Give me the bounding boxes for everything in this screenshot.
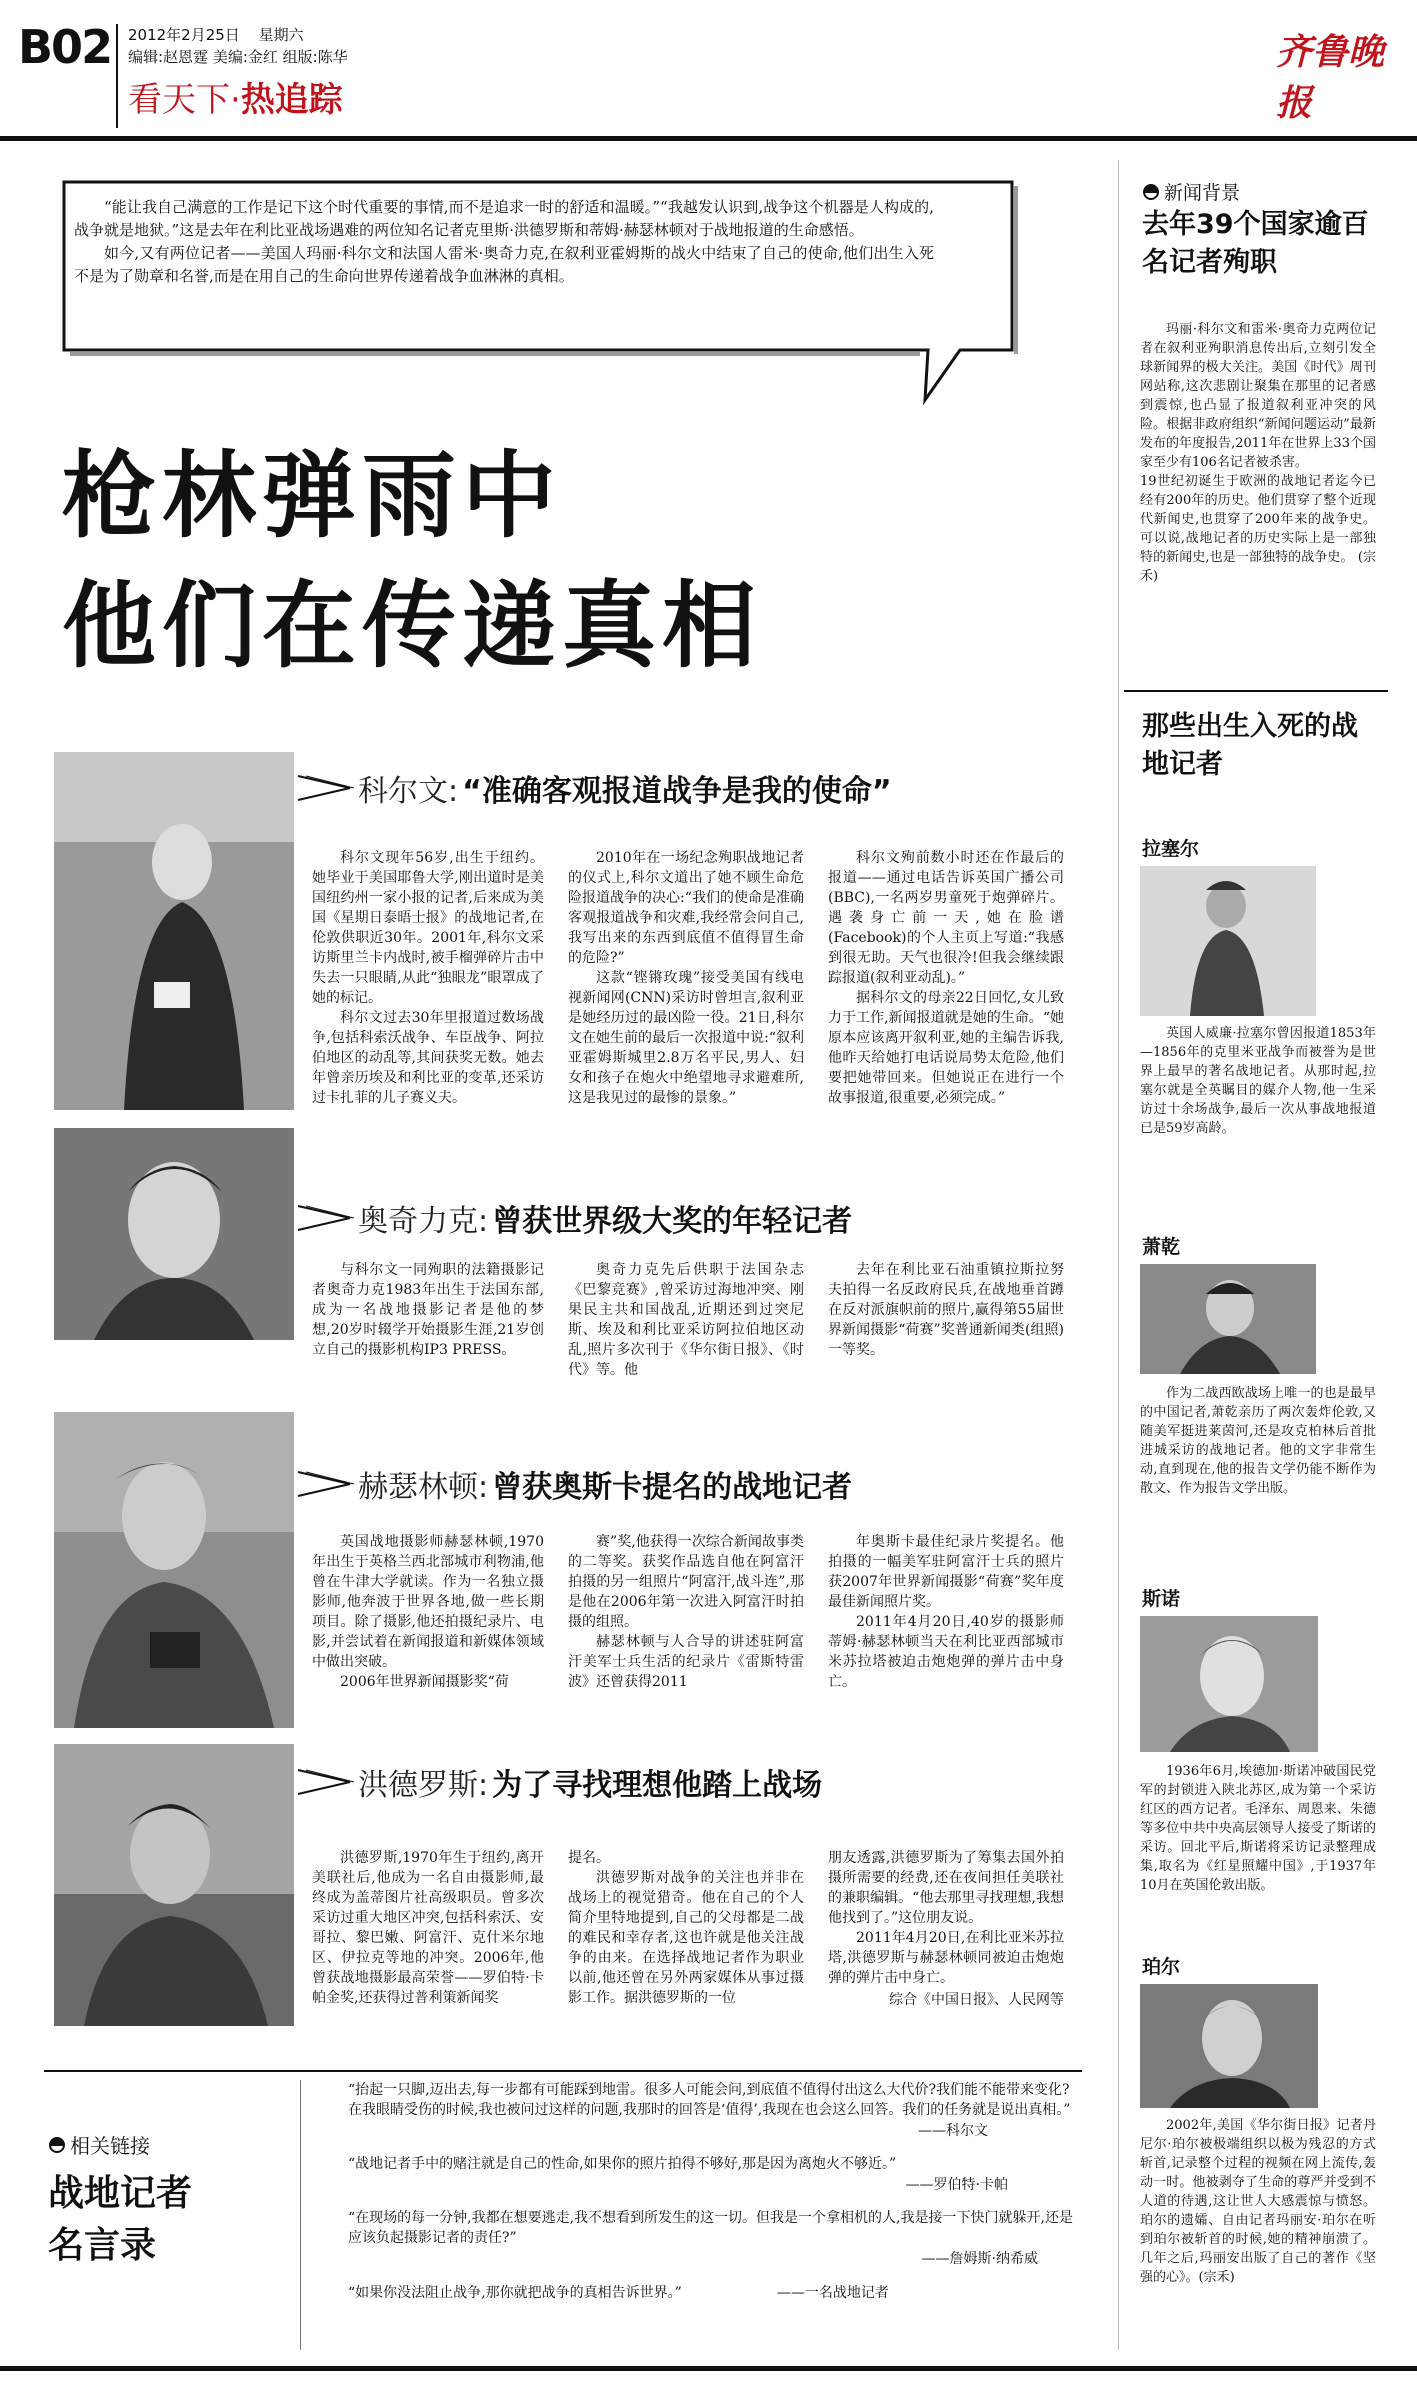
- photo-colvin: [54, 752, 294, 1110]
- quotes-label: [48, 2130, 150, 2159]
- paragraph: 2006年世界新闻摄影奖“荷: [340, 1674, 509, 1690]
- sidebar-signature: (宗禾): [1140, 550, 1376, 584]
- person-text: 作为二战西欧战场上唯一的也是最早的中国记者,萧乾亲历了两次轰炸伦敦,又随美军挺进莱茵河,还是攻克柏林后首批进城采访的战地记者。他的文字非常生动,直到现在,他的报告文学仍能不断作为散文、作为报告文学出版。: [1140, 1386, 1376, 1496]
- headline-line-1: 枪林弹雨中: [62, 442, 563, 551]
- paragraph: 洪德罗斯,1970年生于纽约,离开美联社后,他成为一名自由摄影师,最终成为盖蒂图片社高级职员。曾多次采访过重大地区冲突,包括科索沃、安哥拉、黎巴嫩、阿富汗、克什米尔地区、伊拉克等地的冲突。2006年,他曾获战地摄影最高荣誉——罗伯特·卡帕金奖,还获得过普利策新闻奖: [312, 1850, 544, 2006]
- person-text: 1936年6月,埃德加·斯诺冲破国民党军的封锁进入陕北苏区,成为第一个采访红区的西方记者。毛泽东、周恩来、朱德等多位中共中央高层领导人接受了斯诺的采访。回北平后,斯诺将采访记录整理成集,取名为《红星照耀中国》,于1937年10月在英国伦敦出版。: [1140, 1764, 1376, 1893]
- quotes-heading-line-1: 战地记者: [48, 2173, 193, 2214]
- section-title: [128, 78, 343, 122]
- hetherington-column-3: [828, 1532, 1064, 1692]
- bullet-icon: [1142, 183, 1160, 201]
- header-rule: [0, 136, 1417, 141]
- paragraph: 2010年在一场纪念殉职战地记者的仪式上,科尔文道出了她不顾生命危险报道战争的决心:“我们的使命是准确客观报道战争和灾难,我经常会问自己,我写出来的东西到底值不值得冒生命的危险?”: [568, 850, 804, 966]
- sidebar-heading-2: 那些出生入死的战地记者: [1142, 711, 1358, 780]
- ochlik-column-1: [312, 1260, 544, 1360]
- hondros-column-1: [312, 1848, 544, 2008]
- paragraph: 朋友透露,洪德罗斯为了筹集去国外拍摄所需要的经费,还在夜间担任美联社的兼职编辑。“他去那里寻找理想,我想他找到了。”这位朋友说。: [828, 1850, 1064, 1926]
- hondros-column-2: [568, 1848, 804, 2008]
- paragraph: 与科尔文一同殉职的法籍摄影记者奥奇力克1983年出生于法国东部,成为一名战地摄影记者是他的梦想,20岁时辍学开始摄影生涯,21岁创立自己的摄影机构IP3 PRESS。: [312, 1262, 544, 1358]
- quotes-list: [348, 2080, 1078, 2303]
- sidebar-divider: [1124, 690, 1388, 692]
- paragraph: 2011年4月20日,在利比亚米苏拉塔,洪德罗斯与赫瑟林顿同被迫击炮炮弹的弹片击中身亡。: [828, 1930, 1064, 1986]
- section-name: 奥奇力克:: [358, 1204, 489, 1239]
- ochlik-column-2: [568, 1260, 804, 1380]
- paragraph: 洪德罗斯对战争的关注也并非在战场上的视觉猎奇。他在自己的个人简介里特地提到,自己的父母都是二战的难民和幸存者,这也许就是他关注战争的由来。在选择战地记者作为职业以前,他还曾在另外两家媒体从事过摄影工作。据洪德罗斯的一位: [568, 1870, 804, 2006]
- quote-text: “战地记者手中的赌注就是自己的性命,如果你的照片拍得不够好,那是因为离炮火不够近。”: [348, 2156, 897, 2172]
- person-name: 珀尔: [1142, 1956, 1181, 1978]
- colvin-column-1: [312, 848, 544, 1108]
- person-text: 英国人威廉·拉塞尔曾因报道1853年—1856年的克里米亚战争而被誉为是世界上最早的著名战地记者。从那时起,拉塞尔就是全英瞩目的媒介人物,他一生采访过十余场战争,最后一次从事战地报道已是59岁高龄。: [1140, 1026, 1376, 1136]
- issue-date: 2012年2月25日: [128, 26, 240, 44]
- source-credit: 综合《中国日报》、人民网等: [889, 1992, 1064, 2008]
- quote-text: “抬起一只脚,迈出去,每一步都有可能踩到地雷。很多人可能会问,到底值不值得付出这么大代价?我们能不能带来变化?在我眼睛受伤的时候,我也被问过这样的问题,我那时的回答是‘值得’,我现在也会这么回答。我们的任务就是说出真相。”: [348, 2082, 1071, 2118]
- paragraph: 奥奇力克先后供职于法国杂志《巴黎竞赛》,曾采访过海地冲突、刚果民主共和国战乱,近期还到过突尼斯、埃及和利比亚采访阿拉伯地区动乱,照片多次刊于《华尔街日报》、《时代》等。他: [568, 1262, 804, 1378]
- person-text: [1140, 2116, 1376, 2287]
- photo-hondros: [54, 1744, 294, 2026]
- intro-paragraph-2: 如今,又有两位记者——美国人玛丽·科尔文和法国人雷米·奥奇力克,在叙利亚霍姆斯的战火中结束了自己的使命,他们出生入死不是为了勋章和名誉,而是在用自己的生命向世界传递着战争血淋淋的真相。: [74, 244, 934, 285]
- issue-weekday: 星期六: [258, 26, 304, 44]
- quote-item: [348, 2208, 1078, 2268]
- sidebar-signature: (宗禾): [1198, 2270, 1235, 2285]
- quote-text: “如果你没法阻止战争,那你就把战争的真相告诉世界。”: [348, 2285, 682, 2301]
- colvin-column-2: [568, 848, 804, 1108]
- person-text-body: 2002年,美国《华尔街日报》记者丹尼尔·珀尔被极端组织以极为残忍的方式斩首,记录整个过程的视频在网上流传,轰动一时。他被剥夺了生命的尊严并受到不人道的待遇,这让世人大感震惊与愤怒。珀尔的遗孀、自由记者玛丽安·珀尔在听到珀尔被斩首的时候,她的精神崩溃了。几年之后,玛丽安出版了自己的著作《坚强的心》。: [1140, 2118, 1376, 2285]
- section-title-bold: 热追踪: [240, 80, 343, 120]
- section-hondros-header: [296, 1760, 822, 1804]
- photo-snow: [1140, 1616, 1318, 1752]
- quote-author: ——一名战地记者: [776, 2285, 889, 2301]
- person-name: 萧乾: [1142, 1236, 1181, 1258]
- paragraph: 提名。: [568, 1850, 610, 1866]
- photo-russell: [1140, 866, 1316, 1016]
- sidebar-paragraph-1: 玛丽·科尔文和雷米·奥奇力克两位记者在叙利亚殉职消息传出后,立刻引发全球新闻界的极大关注。美国《时代》周刊网站称,这次悲剧让聚集在那里的记者感到震惊,也凸显了报道叙利亚冲突的风险。根据非政府组织“新闻问题运动”最新发布的年度报告,2011年在世界上33个国家至少有106名记者被杀害。: [1140, 322, 1376, 470]
- intro-paragraph-1: “能让我自己满意的工作是记下这个时代重要的事情,而不是追求一时的舒适和温暖。”“我越发认识到,战争这个机器是人构成的,战争就是地狱。”这是去年在利比亚战场遇难的两位知名记者克里斯·洪德罗斯和蒂姆·赫瑟林顿对于战地报道的生命感悟。: [74, 198, 934, 239]
- section-hetherington-header: [296, 1462, 852, 1506]
- hetherington-column-1: [312, 1532, 544, 1692]
- photo-ochlik: [54, 1128, 294, 1340]
- photo-pearl: [1140, 1984, 1318, 2108]
- quotes-heading: [48, 2168, 192, 2272]
- quote-item: [348, 2080, 1078, 2140]
- person-name: 斯诺: [1142, 1588, 1181, 1610]
- paragraph: 科尔文现年56岁,出生于纽约。她毕业于美国耶鲁大学,刚出道时是美国纽约州一家小报的记者,后来成为美国《星期日泰晤士报》的战地记者,在伦敦供职近30年。2001年,科尔文采访斯里兰卡内战时,被手榴弹碎片击中失去一只眼睛,从此“独眼龙”眼罩成了她的标记。: [312, 850, 544, 1006]
- sidebar-label: [1142, 178, 1240, 205]
- paragraph: 去年在利比亚石油重镇拉斯拉努夫拍得一名反政府民兵,在战地垂首蹲在反对派旗帜前的照片,赢得第55届世界新闻摄影“荷赛”奖普通新闻类(组照)一等奖。: [828, 1262, 1064, 1358]
- paragraph: 赛”奖,他获得一次综合新闻故事类的二等奖。获奖作品选自他在阿富汗拍摄的另一组照片“阿富汗,战斗连”,那是他在2006年第一次进入阿富汗时拍摄的组照。: [568, 1534, 804, 1630]
- paragraph: 科尔文殉前数小时还在作最后的报道——通过电话告诉英国广播公司(BBC),一名两岁男童死于炮弹碎片。遇袭身亡前一天,她在脸谱(Facebook)的个人主页上写道:“我感到很无助。天气也很冷!但我会继续跟踪报道(叙利亚动乱)。”: [828, 850, 1064, 986]
- section-title-plain: 看天下·: [128, 80, 241, 120]
- section-colvin-header: [296, 766, 892, 810]
- sidebar-paragraph-2: 19世纪初诞生于欧洲的战地记者迄今已经有200年的历史。他们贯穿了整个近现代新闻史,也贯穿了200年来的战争史。可以说,战地记者的历史实际上是一部独特的新闻史,也是一部独特的战争史。: [1140, 474, 1376, 565]
- sidebar-left-rule: [1118, 160, 1119, 2350]
- section-title: 为了寻找理想他踏上战场: [492, 1768, 823, 1803]
- photo-xiao-qian: [1140, 1264, 1316, 1374]
- footer-rule: [0, 2366, 1417, 2371]
- chevron-right-icon: [296, 772, 354, 804]
- paragraph: 2011年4月20日,40岁的摄影师蒂姆·赫瑟林顿当天在利比亚西部城市米苏拉塔被迫击炮炮弹的弹片击中身亡。: [828, 1614, 1064, 1690]
- paragraph: 赫瑟林顿与人合导的讲述驻阿富汗美军士兵生活的纪录片《雷斯特雷波》还曾获得2011: [568, 1634, 804, 1690]
- paragraph: 年奥斯卡最佳纪录片奖提名。他拍摄的一幅美军驻阿富汗士兵的照片获2007年世界新闻摄影“荷赛”奖年度最佳新闻照片奖。: [828, 1534, 1064, 1610]
- paragraph: 这款“铿锵玫瑰”接受美国有线电视新闻网(CNN)采访时曾坦言,叙利亚是她经历过的最凶险一役。21日,科尔文在她生前的最后一次报道中说:“叙利亚霍姆斯城里2.8万名平民,男人、妇女和孩子在炮火中绝望地寻求避难所,这是我见过的最惨的景象。”: [568, 970, 804, 1106]
- quote-author: ——詹姆斯·纳希威: [921, 2251, 1038, 2267]
- quote-item: [348, 2154, 1078, 2194]
- paragraph: 科尔文过去30年里报道过数场战争,包括科索沃战争、车臣战争、阿拉伯地区的动乱等,其间获奖无数。她去年曾亲历埃及和利比亚的变革,还采访过卡扎菲的儿子赛义夫。: [312, 1010, 544, 1106]
- headline-line-2: 他们在传递真相: [62, 572, 763, 681]
- hondros-column-3: [828, 1848, 1064, 2010]
- sidebar-label-text: 新闻背景: [1164, 182, 1241, 204]
- colvin-column-3: [828, 848, 1064, 1108]
- editor-credits: 编辑:赵恩霆 美编:金红 组版:陈华: [128, 48, 348, 66]
- section-title: “准确客观报道战争是我的使命”: [462, 774, 892, 809]
- sidebar-text: [1140, 320, 1376, 586]
- quotes-label-text: 相关链接: [70, 2134, 150, 2158]
- chevron-right-icon: [296, 1468, 354, 1500]
- bullet-icon: [48, 2136, 66, 2154]
- header-meta: [128, 24, 348, 68]
- photo-hetherington: [54, 1412, 294, 1728]
- chevron-right-icon: [296, 1202, 354, 1234]
- quote-author: ——罗伯特·卡帕: [905, 2177, 1008, 2193]
- intro-text: [74, 196, 934, 288]
- section-name: 洪德罗斯:: [358, 1768, 489, 1803]
- person-name: 拉塞尔: [1142, 838, 1200, 860]
- quote-text: “在现场的每一分钟,我都在想要逃走,我不想看到所发生的这一切。但我是一个拿相机的人,我是接一下快门就躲开,还是应该负起摄影记者的责任?”: [348, 2210, 1073, 2246]
- quote-author: ——科尔文: [918, 2123, 988, 2139]
- sidebar-heading: 去年39个国家逾百名记者殉职: [1142, 209, 1369, 278]
- quotes-top-rule: [44, 2070, 1082, 2072]
- section-ochlik-header: [296, 1196, 852, 1240]
- quotes-heading-line-2: 名言录: [48, 2225, 157, 2266]
- paragraph: 据科尔文的母亲22日回忆,女儿致力于工作,新闻报道就是她的生命。“她原本应该离开叙利亚,她的主编告诉我,他昨天给她打电话说局势太危险,他们要把她带回来。但她说正在进行一个故事报道,很重要,必须完成。”: [828, 990, 1064, 1106]
- section-title: 曾获奥斯卡提名的战地记者: [492, 1470, 853, 1505]
- header-divider: [116, 24, 118, 128]
- paragraph: 英国战地摄影师赫瑟林顿,1970年出生于英格兰西北部城市利物浦,他曾在牛津大学就读。作为一名独立摄影师,他奔波于世界各地,做一些长期项目。除了摄影,他还拍摄纪录片、电影,并尝试着在新闻报道和新媒体领域中做出突破。: [312, 1534, 544, 1670]
- section-title: 曾获世界级大奖的年轻记者: [492, 1204, 853, 1239]
- hetherington-column-2: [568, 1532, 804, 1692]
- quotes-vertical-rule: [300, 2080, 301, 2350]
- quote-item: [348, 2282, 1078, 2303]
- paper-logo: 齐鲁晚报: [1276, 31, 1385, 124]
- ochlik-column-3: [828, 1260, 1064, 1360]
- section-name: 科尔文:: [358, 774, 459, 809]
- chevron-right-icon: [296, 1766, 354, 1798]
- page-number: B02: [18, 20, 112, 74]
- section-name: 赫瑟林顿:: [358, 1470, 489, 1505]
- main-headline: [62, 432, 762, 692]
